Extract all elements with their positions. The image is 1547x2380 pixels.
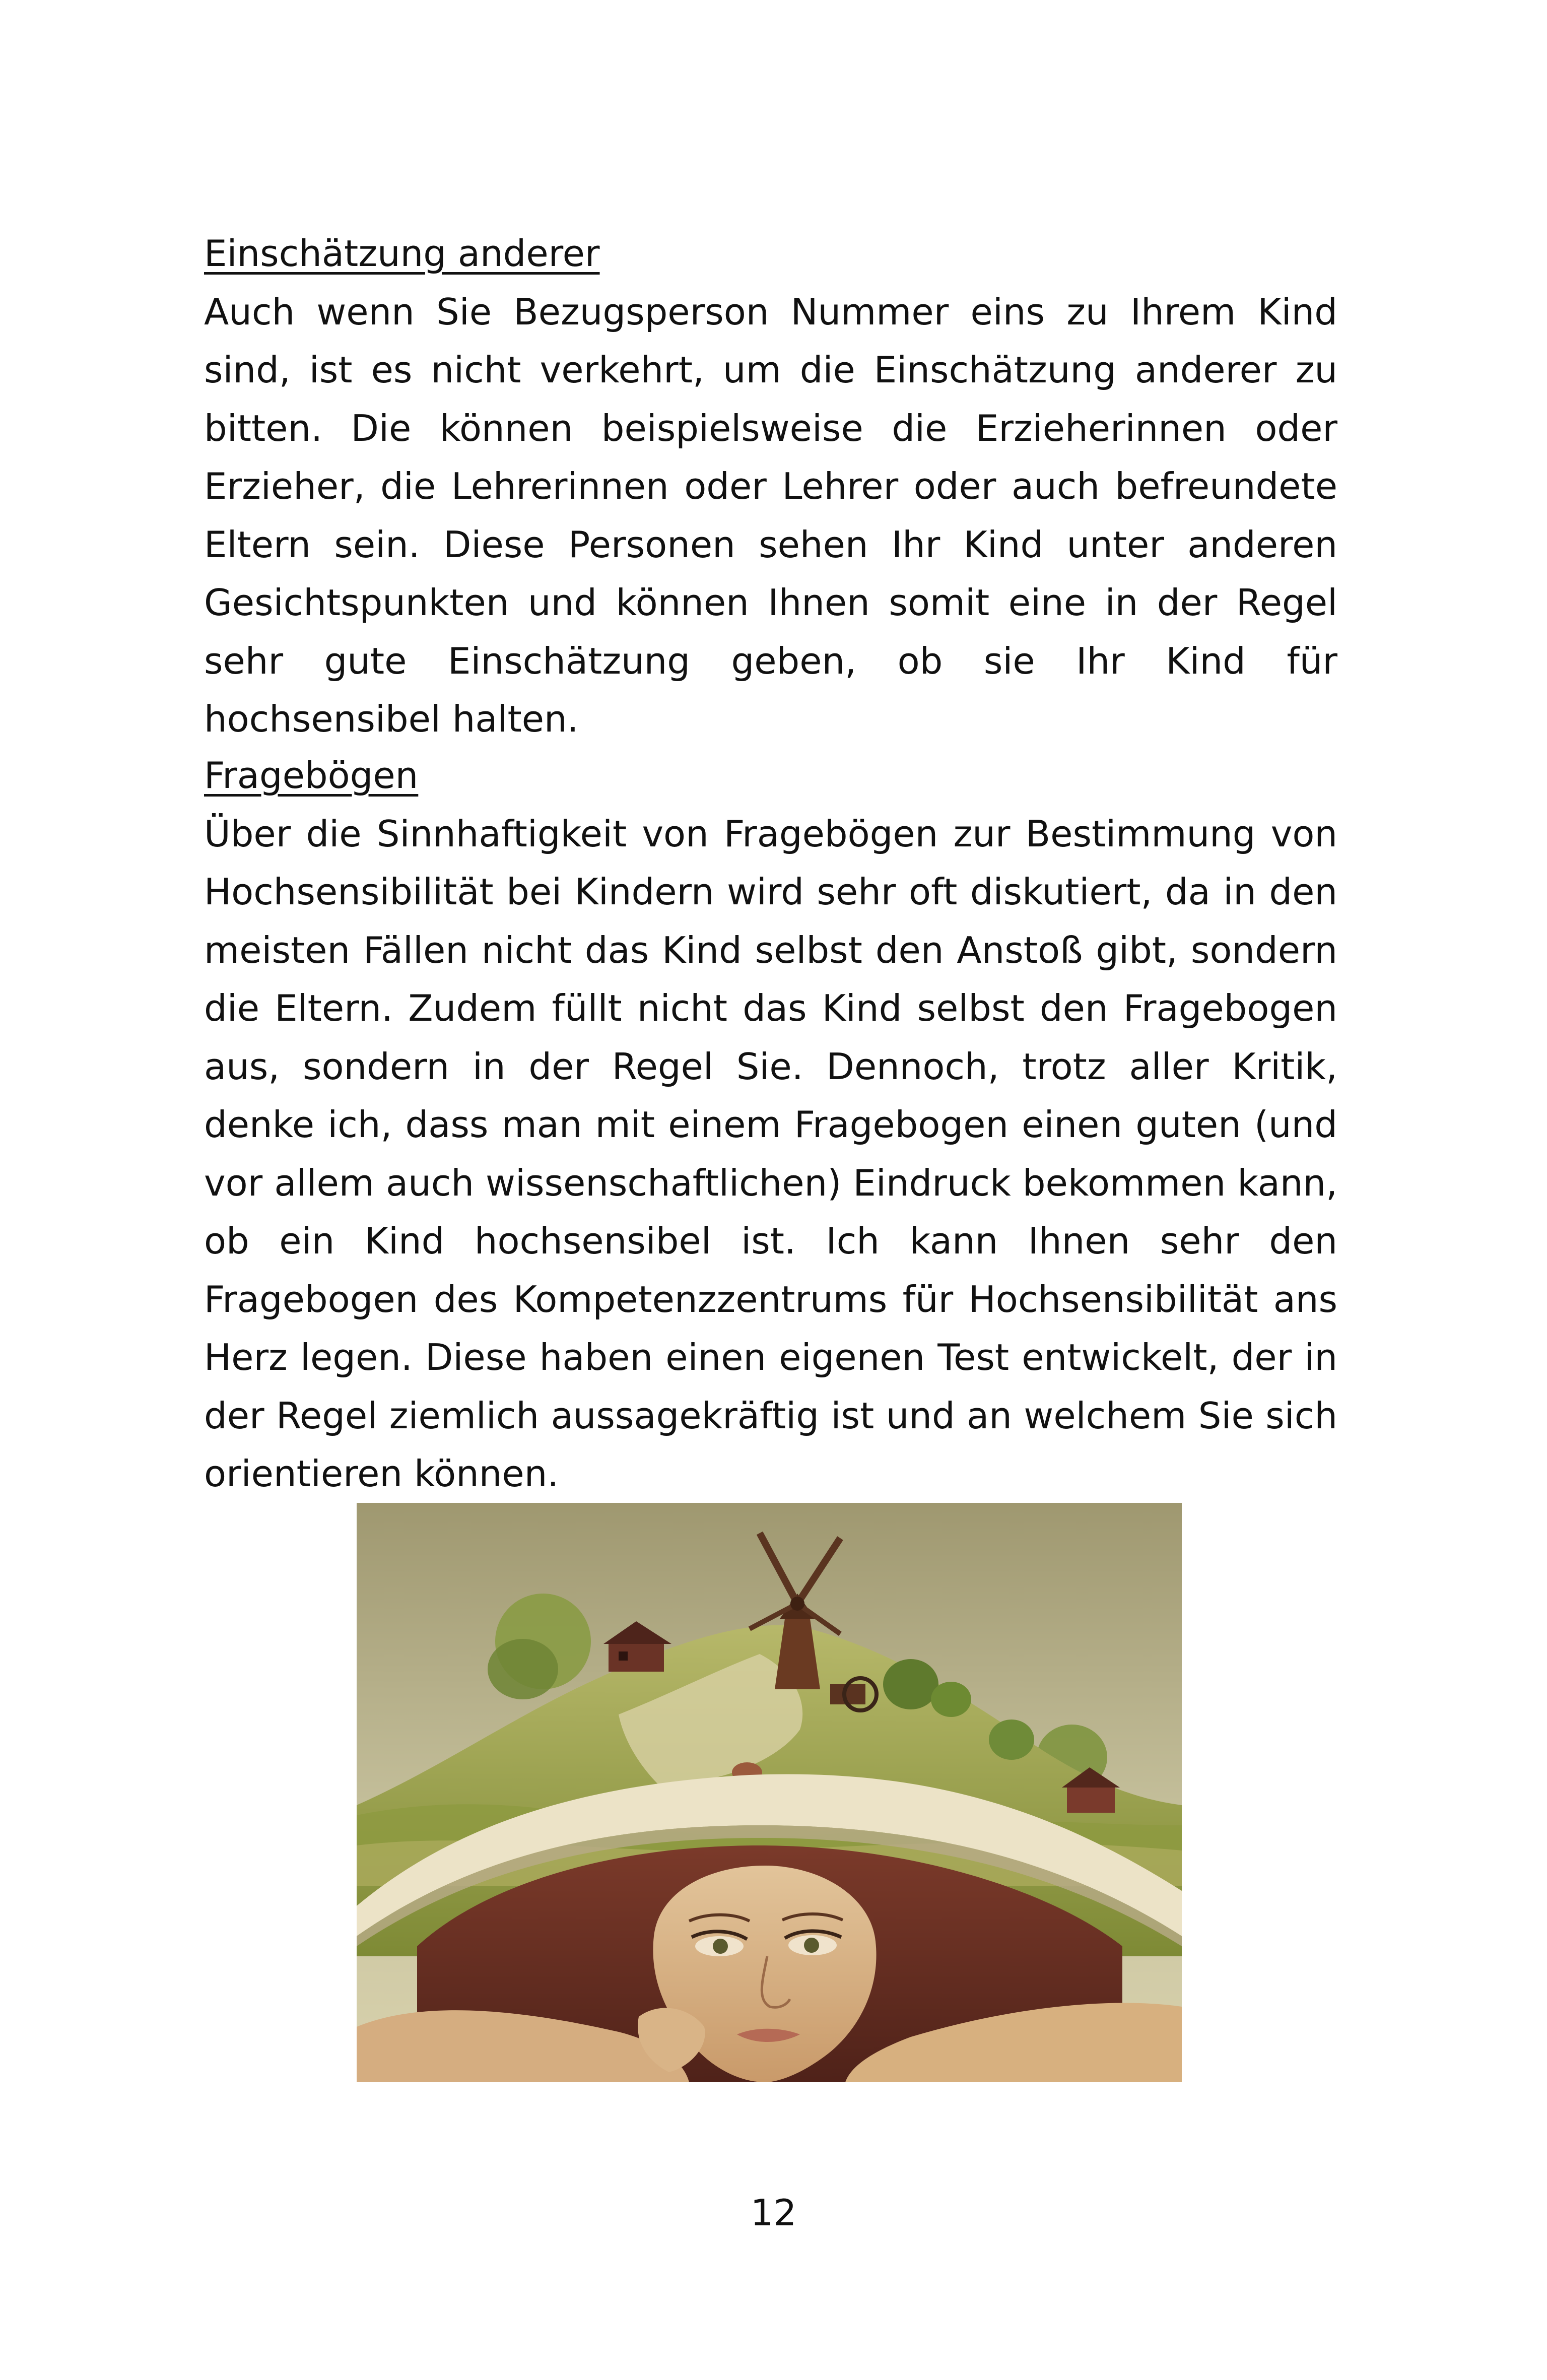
section-frageboegen xyxy=(204,747,1337,1503)
watercolor-woman-landscape-hat-icon xyxy=(357,1503,1182,2082)
section-paragraph: Auch wenn Sie Bezugsperson Nummer eins zu Ihrem Kind sind, ist es nicht verkehrt, um die Einschätzung anderer zu bitten. Die können beispielsweise die Erzieherinnen oder Erzieher, die Lehrerinnen oder Lehrer oder auch befreundete Eltern sein. Diese Personen sehen Ihr Kind unter anderen Gesichtspunkten und können Ihnen somit eine in der Regel sehr gute Einschätzung geben, ob sie Ihr Kind für hochsensibel halten. xyxy=(204,290,1337,740)
section-heading: Einschätzung anderer xyxy=(204,232,600,275)
section-paragraph: Über die Sinnhaftigkeit von Fragebögen zur Bestimmung von Hochsensibilität bei Kindern wird sehr oft diskutiert, da in den meisten Fällen nicht das Kind selbst den Anstoß gibt, sondern die Eltern. Zudem füllt nicht das Kind selbst den Fragebogen aus, sondern in der Regel Sie. Dennoch, trotz aller Kritik, denke ich, dass man mit einem Fragebogen einen guten (und vor allem auch wissenschaftlichen) Eindruck bekommen kann, ob ein Kind hochsensibel ist. Ich kann Ihnen sehr den Fragebogen des Kompetenzzentrums für Hochsensibilität ans Herz legen. Diese haben einen eigenen Test entwickelt, der in der Regel ziemlich aussagekräftig ist und an welchem Sie sich orientieren können. xyxy=(204,812,1337,1495)
page-number: 12 xyxy=(750,2192,797,2234)
section-heading: Fragebögen xyxy=(204,754,419,797)
section-einschaetzung-anderer xyxy=(204,225,1337,749)
watercolor-illustration xyxy=(357,1503,1182,2082)
